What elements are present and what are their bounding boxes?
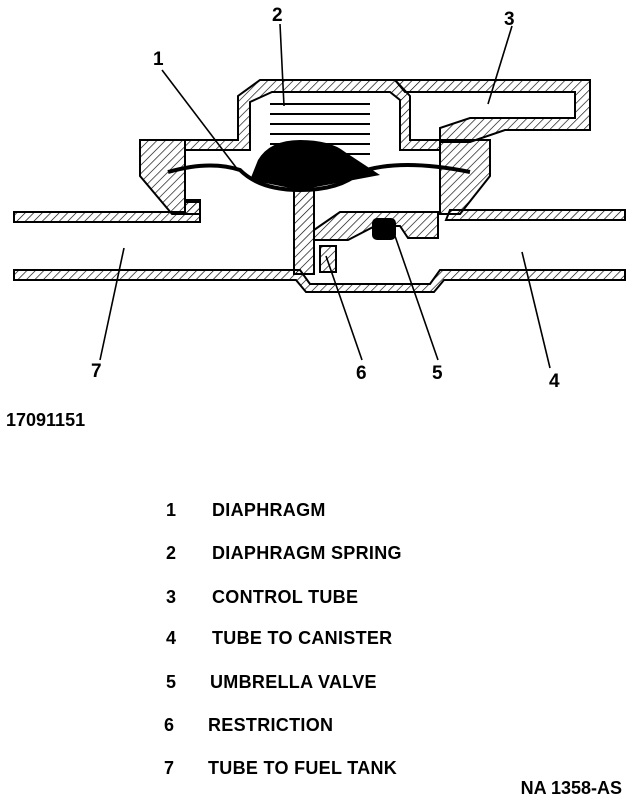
- vapor-valve-cross-section: [0, 0, 640, 400]
- callout-7: 7: [91, 361, 102, 382]
- legend-number: 6: [163, 715, 174, 735]
- diaphragm-plate: [250, 140, 380, 190]
- legend-number: 1: [165, 500, 176, 520]
- valve-housing: [140, 80, 590, 214]
- callout-3: 3: [504, 9, 515, 30]
- callout-1: 1: [153, 49, 164, 70]
- legend-label: DIAPHRAGM SPRING: [212, 543, 402, 563]
- legend-label: RESTRICTION: [208, 715, 334, 735]
- callout-5: 5: [432, 363, 443, 384]
- umbrella-valve: [372, 218, 396, 240]
- legend-number: 4: [165, 628, 176, 648]
- figure-id: 17091151: [6, 410, 86, 430]
- center-stem: [294, 190, 314, 274]
- callout-2: 2: [272, 5, 283, 26]
- restriction: [320, 246, 336, 272]
- reference-code: NA 1358-AS: [520, 778, 622, 798]
- legend-label: UMBRELLA VALVE: [210, 672, 377, 692]
- legend-number: 3: [165, 587, 176, 607]
- legend-label: DIAPHRAGM: [212, 500, 326, 520]
- legend-number: 7: [163, 758, 174, 778]
- callout-6: 6: [356, 363, 367, 384]
- callout-4: 4: [549, 371, 560, 392]
- legend-number: 5: [165, 672, 176, 692]
- legend-label: CONTROL TUBE: [212, 587, 359, 607]
- legend-number: 2: [165, 543, 176, 563]
- legend-label: TUBE TO CANISTER: [212, 628, 393, 648]
- legend-label: TUBE TO FUEL TANK: [208, 758, 398, 778]
